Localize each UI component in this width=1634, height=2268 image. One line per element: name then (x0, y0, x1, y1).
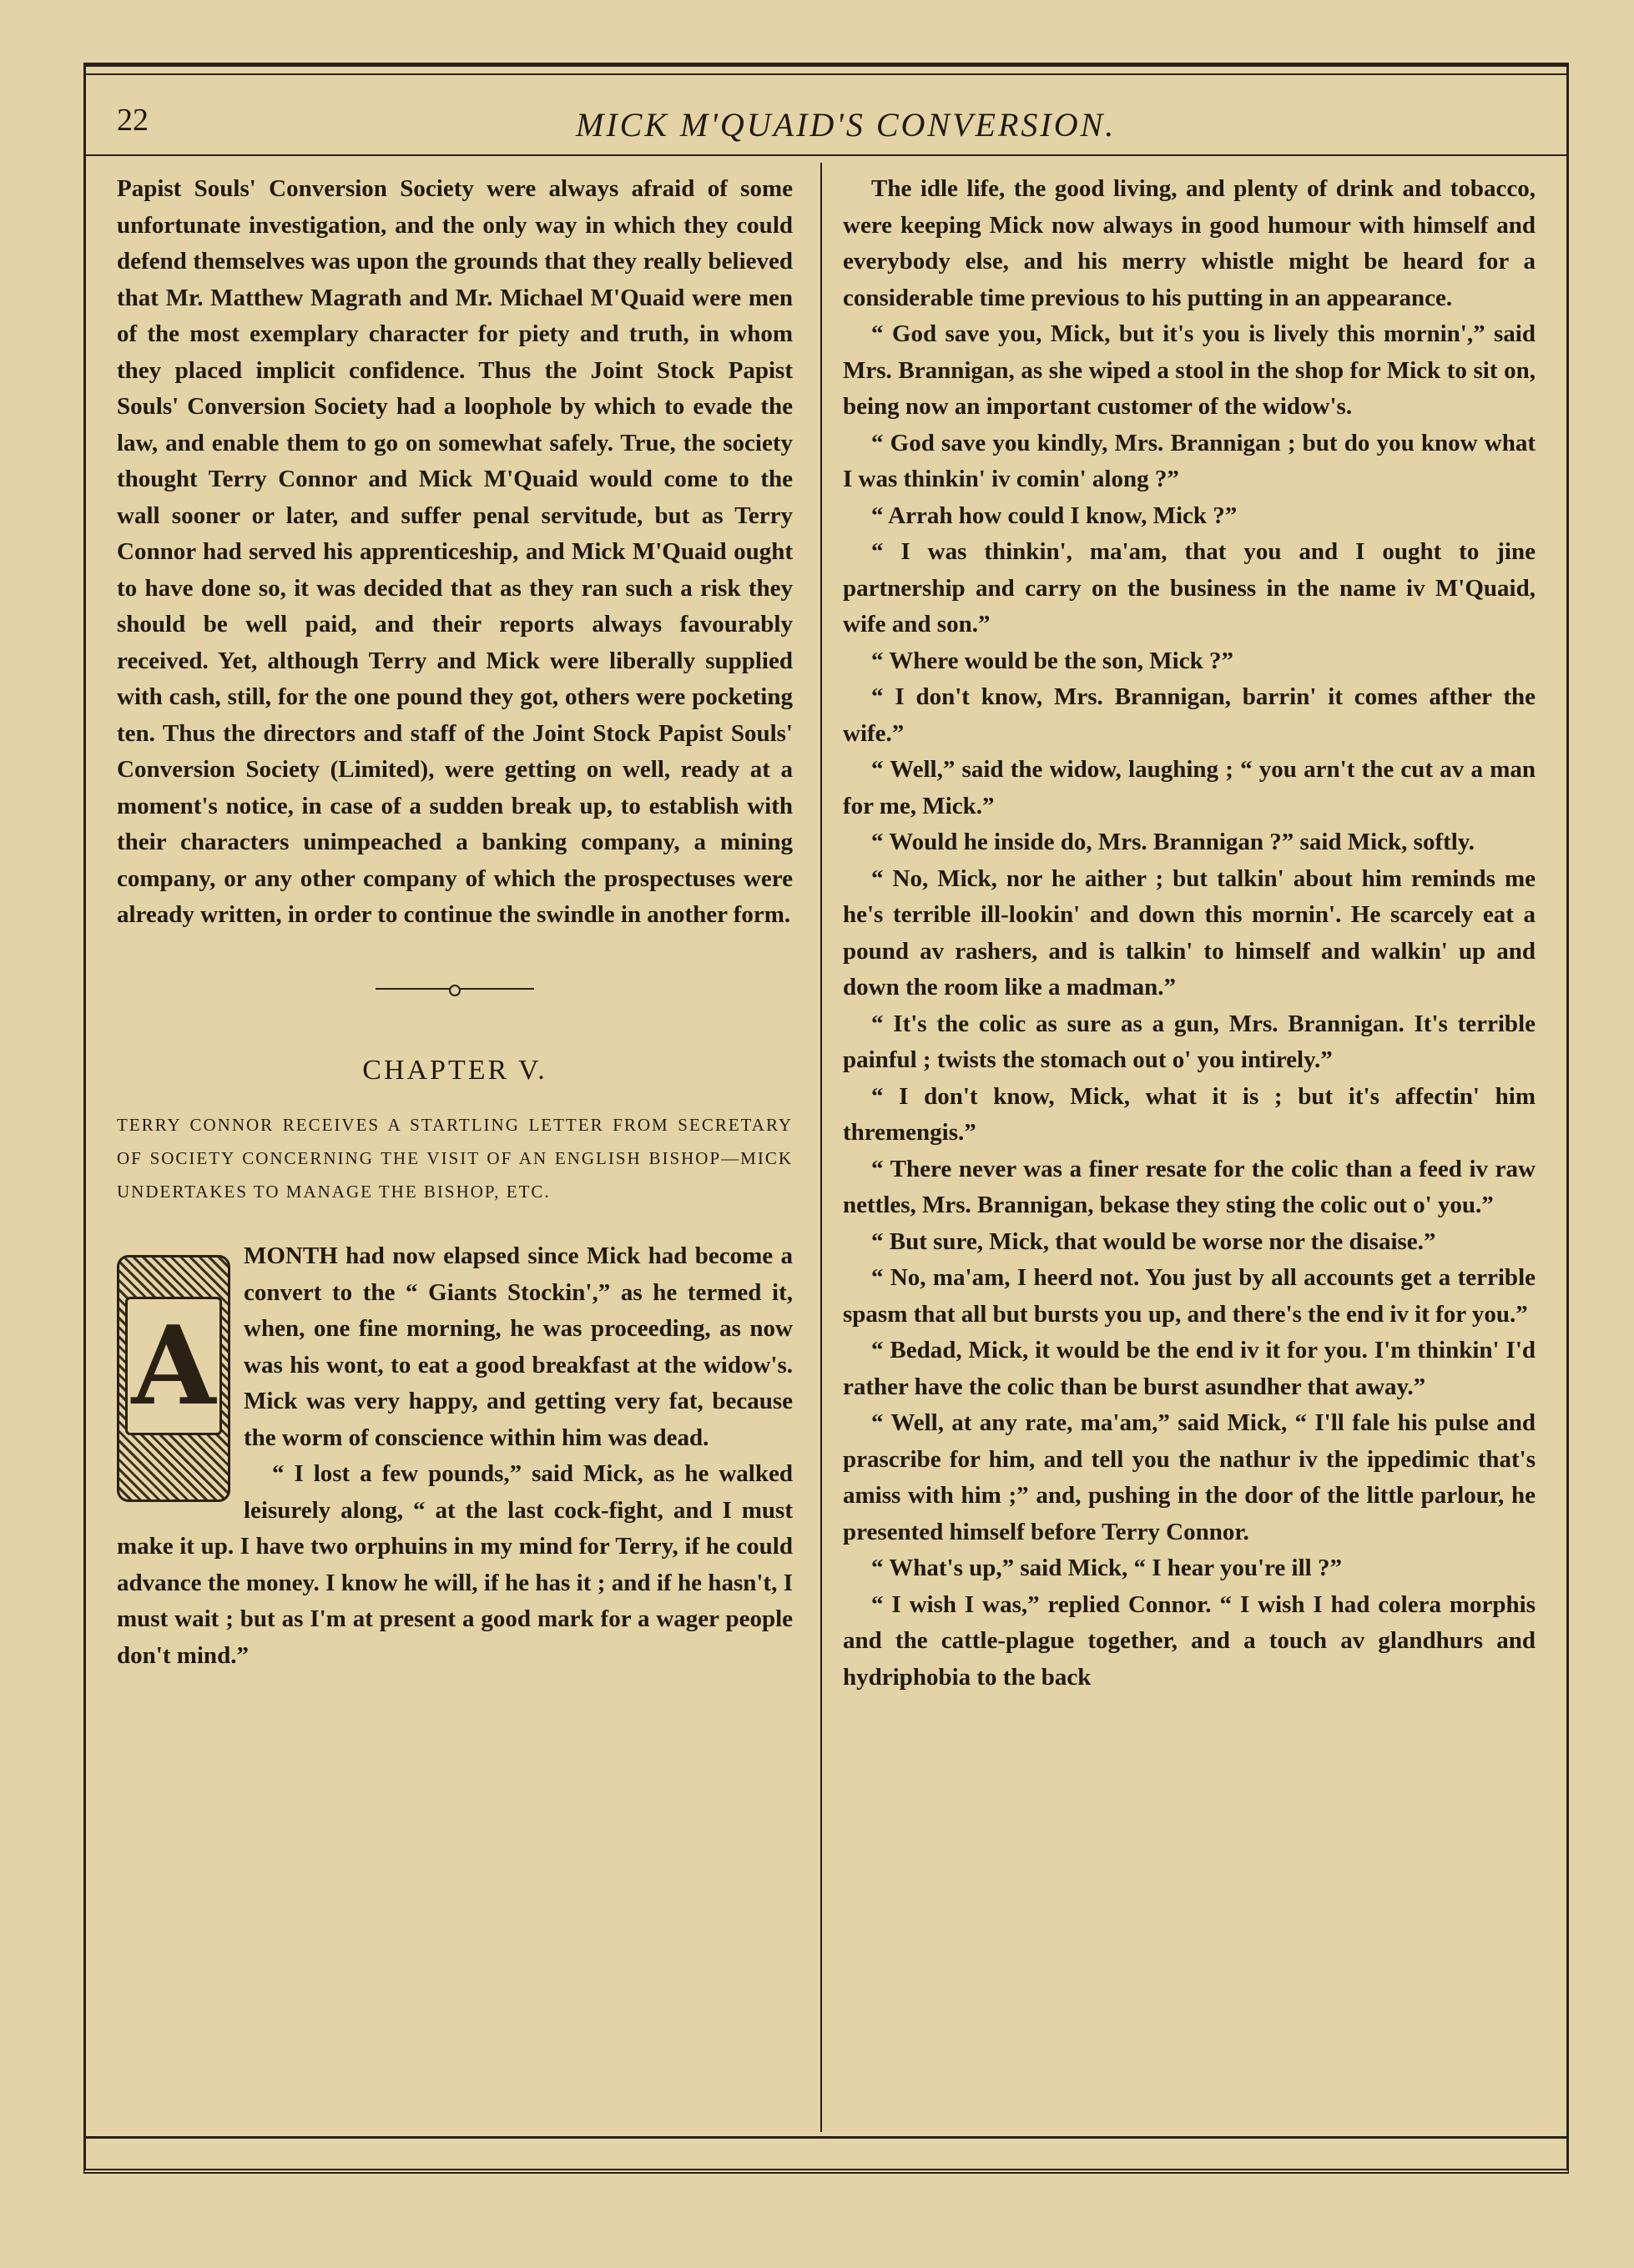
left-column (117, 171, 793, 1674)
paragraph: “ God save you, Mick, but it's you is lively this mornin',” said Mrs. Brannigan, as she wiped a stool in the shop for Mick to sit on, being now an important customer of the widow's. (843, 320, 1536, 420)
paragraph: “ Would he inside do, Mrs. Brannigan ?” said Mick, softly. (871, 829, 1475, 855)
paragraph: “ I don't know, Mrs. Brannigan, barrin' it comes afther the wife.” (843, 683, 1536, 747)
paragraph: “ I wish I was,” replied Connor. “ I wish I had colera morphis and the cattle-plague together, and a touch av glandhurs and hydriphobia to the back (843, 1590, 1536, 1691)
paragraph: “ No, Mick, nor he aither ; but talkin' about him reminds me he's terrible ill-lookin' and down this mornin'. He scarcely eat a pound av rashers, and is talkin' to himself and walkin' up and down the room like a madman.” (843, 864, 1536, 1000)
running-title: MICK M'QUAID'S CONVERSION. (576, 106, 1117, 144)
paragraph: “ But sure, Mick, that would be worse nor the disaise.” (871, 1227, 1436, 1255)
initial-letter: A (125, 1297, 222, 1435)
paragraph: MONTH had now elapsed since Mick had become a convert to the “ Giants Stockin',” as he termed it, when, one fine morning, he was proceeding, as now was his wont, to eat a good breakfast at the widow's. Mick was very happy, and getting very fat, because the worm of conscience within him was dead. (244, 1242, 793, 1451)
chapter-heading: CHAPTER V. (362, 1054, 547, 1086)
paragraph: “ It's the colic as sure as a gun, Mrs. Brannigan. It's terrible painful ; twists the stomach out o' you intirely.” (843, 1010, 1536, 1073)
paragraph: “ Bedad, Mick, it would be the end iv it for you. I'm thinkin' I'd rather have the colic than be burst asundher that away.” (843, 1337, 1536, 1400)
page-header (117, 98, 1536, 149)
section-ornament (376, 984, 534, 994)
column-divider (820, 163, 822, 2132)
paragraph: “ What's up,” said Mick, “ I hear you're ill ?” (871, 1555, 1342, 1581)
paragraph: “ God save you kindly, Mrs. Brannigan ; but do you know what I was thinkin' iv comin' along ?” (843, 429, 1536, 492)
paragraph: “ Where would be the son, Mick ?” (871, 647, 1233, 674)
paragraph: “ No, ma'am, I heerd not. You just by all accounts get a terrible spasm that all but bursts you up, and there's the end iv it for you.” (843, 1264, 1536, 1328)
paragraph: “ I was thinkin', ma'am, that you and I ought to jine partnership and carry on the business in the name iv M'Quaid, wife and son.” (843, 538, 1536, 638)
top-rule (83, 73, 1569, 75)
decorated-initial-icon (108, 1238, 234, 1514)
paragraph: “ Well,” said the widow, laughing ; “ you arn't the cut av a man for me, Mick.” (843, 756, 1536, 819)
paragraph: “ I lost a few pounds,” said Mick, as he walked leisurely along, “ at the last cock-fight, and I must make it up. I have two orphuins in my mind for Terry, if he could advance the money. I know he will, if he has it ; and if he hasn't, I must wait ; but as I'm at present a good mark for a wager people don't mind.” (117, 1460, 793, 1669)
header-rule (83, 154, 1569, 156)
bottom-rule (83, 2136, 1569, 2147)
paragraph: “ I don't know, Mick, what it is ; but it's affectin' him thremengis.” (843, 1082, 1536, 1146)
paragraph: “ Well, at any rate, ma'am,” said Mick, “ I'll fale his pulse and prascribe for him, and tell you the nathur iv the ippedimic that's amiss with him ;” and, pushing in the door of the little parlour, he presented himself before Terry Connor. (843, 1409, 1536, 1545)
paragraph: The idle life, the good living, and plenty of drink and tobacco, were keeping Mick now always in good humour with himself and everybody else, and his merry whistle might be heard for a considerable time previous to his putting in an appearance. (843, 175, 1536, 311)
right-column (843, 171, 1536, 1696)
paragraph: Papist Souls' Conversion Society were always afraid of some unfortunate investigation, and the only way in which they could defend themselves was upon the grounds that they really believed that Mr. Matthew Magrath and Mr. Michael M'Quaid were men of the most exemplary character for piety and truth, in whom they placed implicit confidence. Thus the Joint Stock Papist Souls' Conversion Society had a loophole by which to evade the law, and enable them to go on somewhat safely. True, the society thought Terry Connor and Mick M'Quaid would come to the wall sooner or later, and suffer penal servitude, but as Terry Connor had served his apprenticeship, and Mick M'Quaid ought to have done so, it was decided that as they ran such a risk they should be well paid, and their reports always favourably received. Yet, although Terry and Mick were liberally supplied with cash, still, for the one pound they got, others were pocketing ten. Thus the directors and staff of the Joint Stock Papist Souls' Conversion Society (Limited), were getting on well, ready at a moment's notice, in case of a sudden break up, to establish with their characters unimpeached a banking company, a mining company, or any other company of which the prospectuses were already written, in order to continue the swindle in another form. (117, 175, 793, 928)
chapter-synopsis: TERRY CONNOR RECEIVES A STARTLING LETTER FROM SECRETARY OF SOCIETY CONCERNING THE VISIT OF AN ENGLISH BISHOP—MICK UNDERTAKES TO MANAGE THE BISHOP, ETC. (117, 1115, 793, 1202)
paragraph: “ There never was a finer resate for the colic than a feed iv raw nettles, Mrs. Brannigan, bekase they sting the colic out o' you.” (843, 1155, 1536, 1218)
paragraph: “ Arrah how could I know, Mick ?” (871, 501, 1238, 529)
page-number: 22 (117, 103, 149, 138)
